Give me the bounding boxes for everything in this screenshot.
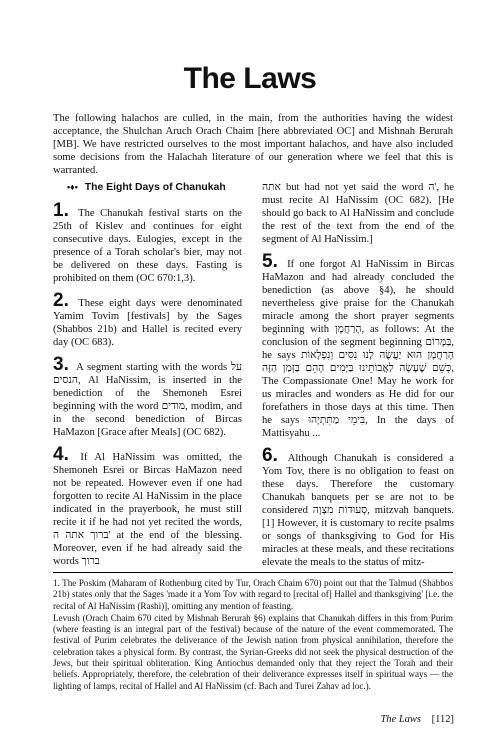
- footnote-1-continued: Levush (Orach Chaim 670 cited by Mishnah Berurah §6) explains that Chanukah differs in this from Purim (where feasting is an integral part of the festival) because of the nature of the event commemorated. The festival of Purim celebrates the deliverance of the Jewish nation from physical annihilation, therefore the celebration takes a physical form. By contrast, the Syrian-Greeks did not seek the physical destruction of the Jews, but their spiritual obliteration. King Antiochus demanded only that they reject the Torah and their beliefs. Appropriately, therefore, the celebration of their deliverance expresses itself in spiritual ways — the lighting of lamps, recital of Hallel and Al HaNissim (cf. Bach and Turei Zahav ad loc.).: [53, 612, 453, 691]
- intro-paragraph: The following halachos are culled, in the main, from the authorities having the widest acceptance, the Shulchan Aruch Orach Chaim [here abbreviated OC] and Mishnah Berurah [MB]. We have restricted ourselves to the most important halachos, and have also included some decisions from the Halachah literature of our generation where we feel that this is warranted.: [53, 113, 453, 176]
- paragraph-number: 3.: [53, 354, 69, 375]
- law-paragraph-1: [53, 200, 242, 285]
- paragraph-text: Although Chanukah is considered a Yom Tov, there is no obligation to feast on these days. Therefore the customary Chanukah banquets per se are not to be considered סְעוּדוֹת מִצְוָה, mitzvah banquets.[1] However, it is customary to recite psalms or songs of thanksgiving to God for His miracles at these meals, and these recitations elevate the meals to the status of mitz-: [262, 453, 454, 568]
- paragraph-number: 2.: [53, 290, 69, 311]
- running-footer: The Laws: [380, 714, 422, 725]
- law-paragraph-3: [53, 354, 242, 439]
- paragraph-text: If one forgot Al HaNissim in Bircas HaMazon and had already concluded the benediction (as above §4), he should nevertheless give praise for the Chanukah miracle among the short prayer segments beginning with הָרַחֲמָן, as follows: At the conclusion of the segment beginning בַּמָּרוֹם, he says הָרַחֲמָן הוּא יַעֲשֶׂה לָנוּ נִסִּים וְנִפְלָאוֹת כְּשֵׁם שֶׁעָשָׂה לַאֲבוֹתֵינוּ בַּיָּמִים הָהֵם בַּזְּמַן הַזֶּה, The Compassionate One! May he work for us miracles and wonders as He did for our forefathers in those days at this time. Then he says בִּימֵי מַתִּתְיָהוּ, In the days of Mattisyahu ...: [262, 259, 454, 439]
- law-paragraph-6: [262, 445, 454, 569]
- paragraph-number: 1.: [53, 200, 69, 221]
- law-paragraph-4: [53, 444, 242, 568]
- law-paragraph-5: [262, 251, 454, 440]
- footnote-divider: [53, 572, 453, 573]
- paragraph-text: A segment starting with the words על הנסים, Al HaNissim, is inserted in the benediction of the Shemoneh Esrei beginning with the word מודים, modim, and in the second benediction of Bircas HaMazon [Grace after Meals] (OC 682).: [53, 362, 242, 438]
- page-number: [112]: [431, 714, 454, 725]
- section-heading-text: The Eight Days of Chanukah: [84, 182, 226, 193]
- right-column: [262, 181, 454, 578]
- page-title: The Laws: [183, 62, 317, 95]
- paragraph-text: If Al HaNissim was omitted, the Shemoneh Esrei or Bircas HaMazon need not be repeated. However even if one had forgotten to recite Al HaNissim in the place indicated in the prayerbook, he must still recite it if he had not yet recited the words, ברוך אתה ה' at the end of the blessing. Moreover, even if he had already said the words ברוך: [53, 452, 242, 567]
- paragraph-number: 5.: [262, 251, 278, 272]
- paragraph-number: 4.: [53, 444, 69, 465]
- paragraph-text: אתה but had not yet said the word ה', he must recite Al HaNissim (OC 682). [He should go back to Al HaNissim and conclude the rest of the text from the end of the segment of Al HaNissim.]: [262, 182, 454, 245]
- paragraph-number: 6.: [262, 445, 278, 466]
- law-paragraph-2: [53, 290, 242, 349]
- law-paragraph-4-continued: [262, 181, 454, 246]
- footnote-1: 1. The Poskim (Maharam of Rothenburg cited by Tur, Orach Chaim 670) point out that the Talmud (Shabbos 21b) states only that the Sages 'made it a Yom Tov with regard to [recital of] Hallel and thanksgiving' [i.e. the recital of Al HaNissim (Rashi)], omitting any mention of feasting.: [53, 578, 453, 611]
- footnotes: [53, 578, 453, 693]
- page-footer: [360, 714, 454, 725]
- left-column: [53, 181, 242, 577]
- ornament-icon: •♦•: [67, 182, 78, 192]
- paragraph-text: These eight days were denominated Yamim Tovim [festivals] by the Sages (Shabbos 21b) and Hallel is recited every day (OC 683).: [53, 298, 242, 348]
- paragraph-text: The Chanukah festival starts on the 25th of Kislev and continues for eight consecutive days. Eulogies, except in the presence of a Torah scholar's bier, may not be delivered on these days. Fasting is prohibited on them (OC 670:1,3).: [53, 208, 242, 284]
- section-heading: [67, 181, 242, 194]
